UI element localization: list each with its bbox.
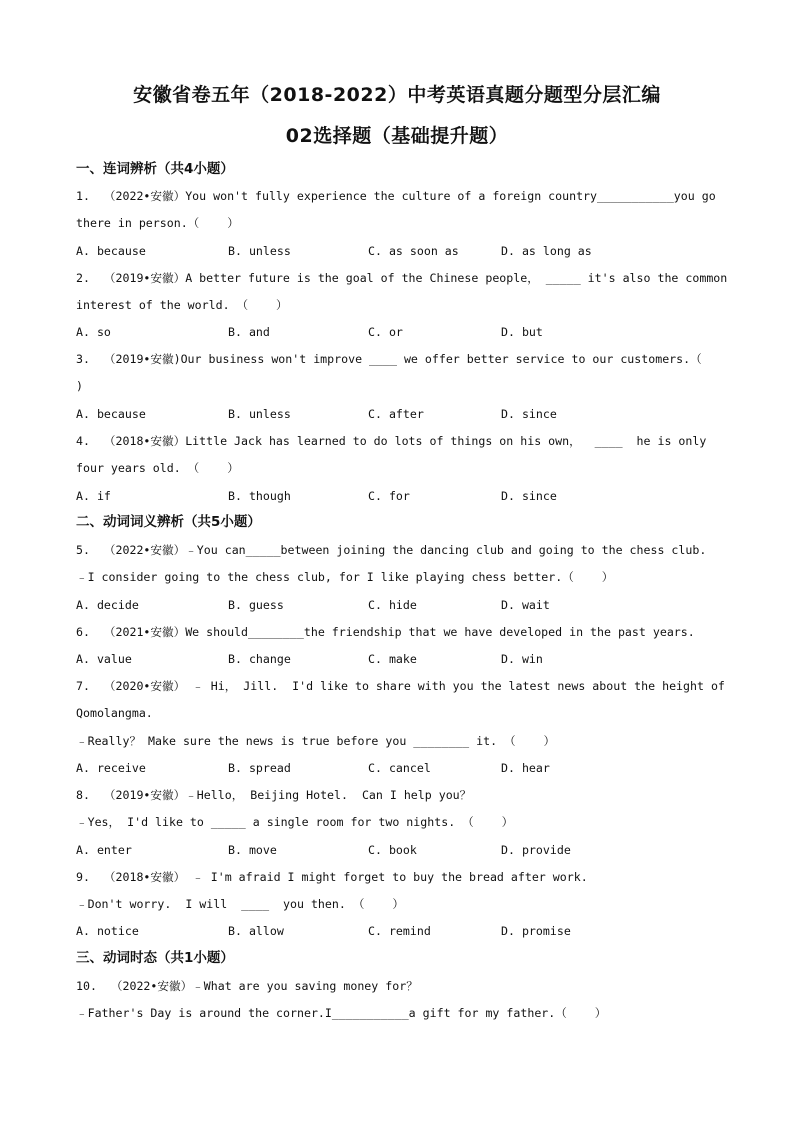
option-b: B. guess [228,598,284,612]
question-text: 8. （2019•安徽）﹣Hello， Beijing Hotel. Can I help you？ [76,788,472,802]
question-text: 9. （2018•安徽） ﹣ I'm afraid I might forget to buy the bread after work. [76,870,588,884]
option-a: A. enter [76,843,132,857]
question-text: ﹣Really？ Make sure the news is true before you ________ it. （ ） [76,734,556,748]
option-a: A. receive [76,761,146,775]
option-c: C. for [368,489,410,503]
option-a: A. decide [76,598,139,612]
option-a: A. value [76,652,132,666]
question-text: Qomolangma. [76,706,153,720]
option-c: C. remind [368,924,431,938]
option-c: C. make [368,652,417,666]
question-text: 6. （2021•安徽）We should________the friendship that we have developed in the past years. [76,625,695,639]
option-d: D. as long as [501,244,592,258]
option-b: B. though [228,489,291,503]
question-text: 4. （2018•安徽）Little Jack has learned to do lots of things on his own， ____ he is only [76,434,707,448]
option-d: D. since [501,489,557,503]
question-text: 7. （2020•安徽） ﹣ Hi， Jill. I'd like to share with you the latest news about the height of [76,679,725,693]
option-b: B. allow [228,924,284,938]
option-d: D. provide [501,843,571,857]
option-d: D. but [501,325,543,339]
question-text: 3. （2019•安徽)Our business won't improve ____ we offer better service to our customers.（ [76,352,702,366]
option-b: B. unless [228,244,291,258]
option-d: D. hear [501,761,550,775]
option-b: B. move [228,843,277,857]
section-heading: 一、连词辨析（共4小题） [76,161,234,177]
option-b: B. and [228,325,270,339]
question-text: ﹣Father's Day is around the corner.I___________a gift for my father.（ ） [76,1006,607,1020]
question-text: 1. （2022•安徽）You won't fully experience the culture of a foreign country___________you go [76,189,716,203]
document-subtitle: 02选择题（基础提升题） [285,125,509,147]
section-heading: 二、动词词义辨析（共5小题） [76,514,261,530]
question-text: ﹣Yes， I'd like to _____ a single room for two nights. （ ） [76,815,514,829]
question-text: 5. （2022•安徽）﹣You can_____between joining the dancing club and going to the chess club. [76,543,707,557]
option-a: A. so [76,325,111,339]
question-text: 2. （2019•安徽）A better future is the goal of the Chinese people， _____ it's also the common [76,271,728,285]
option-b: B. change [228,652,291,666]
option-b: B. unless [228,407,291,421]
option-a: A. if [76,489,111,503]
option-c: C. hide [368,598,417,612]
question-text: ) [76,379,83,393]
question-text: 10. （2022•安徽）﹣What are you saving money for？ [76,979,418,993]
option-c: C. cancel [368,761,431,775]
option-d: D. win [501,652,543,666]
option-c: C. book [368,843,417,857]
option-b: B. spread [228,761,291,775]
option-c: C. after [368,407,424,421]
question-text: ﹣I consider going to the chess club, for I like playing chess better.（ ） [76,570,614,584]
section-heading: 三、动词时态（共1小题） [76,950,234,966]
document-title: 安徽省卷五年（2018-2022）中考英语真题分题型分层汇编 [133,84,661,106]
option-a: A. notice [76,924,139,938]
question-text: there in person.（ ） [76,216,239,230]
option-a: A. because [76,244,146,258]
option-d: D. since [501,407,557,421]
option-d: D. wait [501,598,550,612]
question-text: ﹣Don't worry. I will ____ you then. （ ） [76,897,404,911]
option-c: C. as soon as [368,244,459,258]
question-text: four years old. （ ） [76,461,239,475]
option-d: D. promise [501,924,571,938]
option-a: A. because [76,407,146,421]
option-c: C. or [368,325,403,339]
question-text: interest of the world. （ ） [76,298,288,312]
